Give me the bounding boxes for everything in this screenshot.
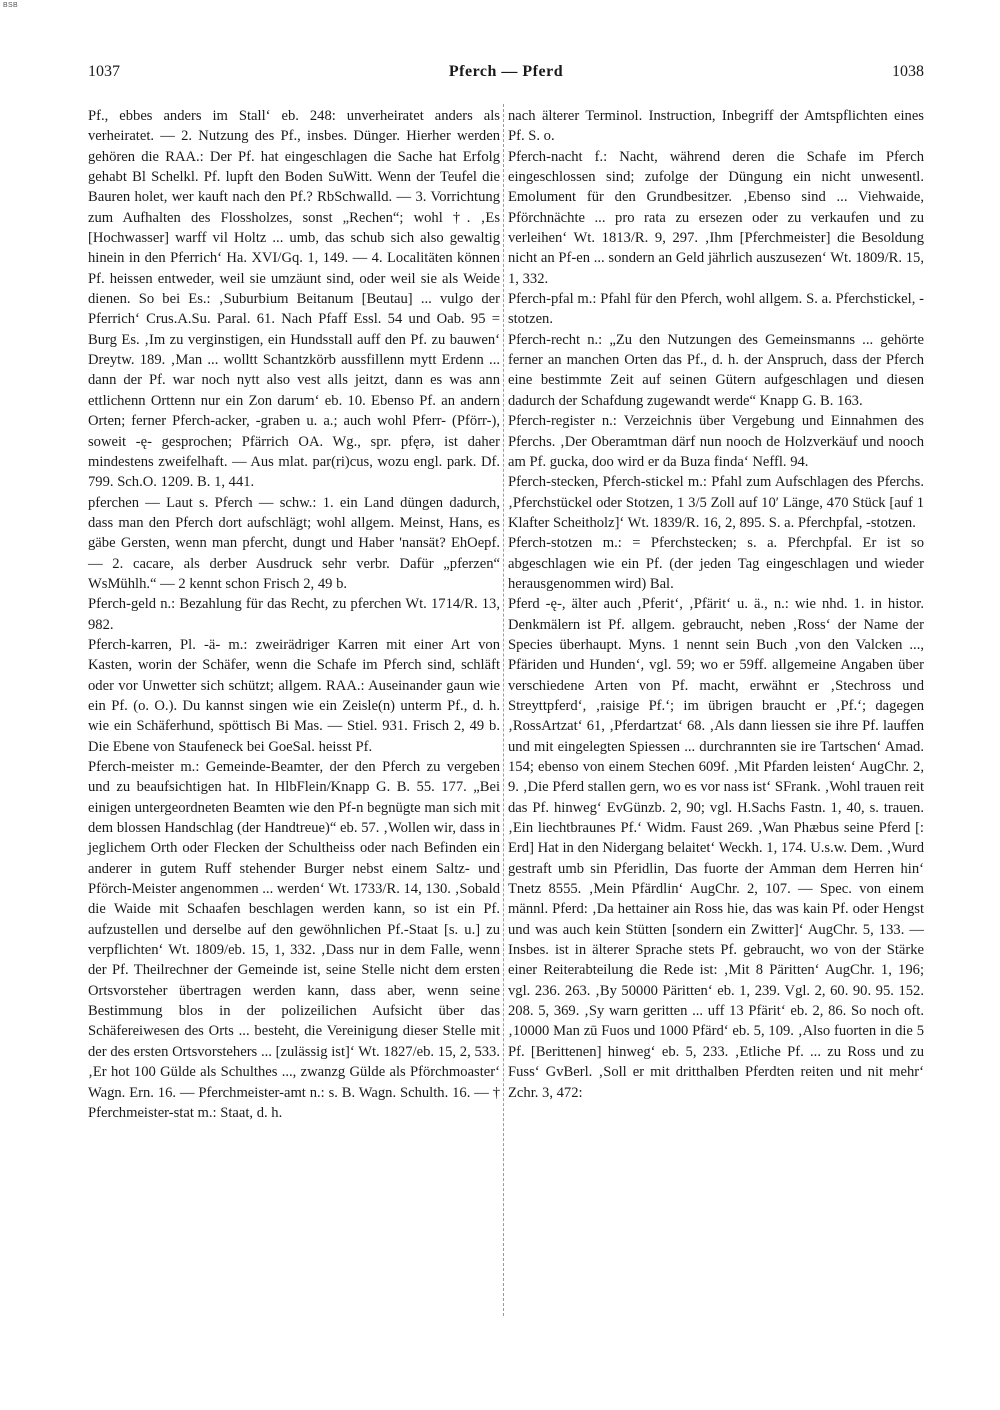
entry-pferd: Pferd -ę-, älter auch ‚Pferit‘, ‚Pfärit‘ u. ä., n.: wie nhd. 1. in histor. Denkmälern ist Pf. allgem. gebraucht, neben ‚Ross‘ der Name der Species überhaupt. Myns. 1 nennt sein Buch ‚von den Valcken ..., Pfäriden und Hunden‘, vgl. 59; wo er 59ff. allgemeine Angaben über verschiedene Arten von Pf. macht, erwähnt er ‚Stechross und Streyttpferd‘, ‚raisige Pf.‘; im übrigen braucht er ‚Pf.‘; dagegen ‚RossArtzat‘ 61, ‚Pferdartzat‘ 68. ‚Als dann liessen sie ihre Pf. lauffen und mit eingelegten Spiessen ... durchrannten sie ire Tartschen‘ Amad. 154; ebenso von einem Stechen 609f. ‚Mit Pfarden leisten‘ AugChr. 2, 9. ‚Die Pferd stallen gern, wo es vor nass ist‘ SFrank. ‚Wohl trauen reit das Pf. hinweg‘ EvGünzb. 2, 90; vgl. H.Sachs Fastn. 1, 40, s. trauen. ‚Ein liechtbraunes Pf.‘ Widm. Faust 269. ‚Wan Phæbus seine Pferd [: Erd] Hat in den Nidergang belaitet‘ Weckh. 1, 174. U.s.w. Dem. ‚Wurd gestraft umb sin Pferidlin, Das fuorte der Amman dem Herren hin‘ Tnetz 8555. ‚Mein Pfärdlin‘ AugChr. 2, 107. — Spec. von einem männl. Pferd: ‚Da hettainer ain Ross hie, das was kain Pf. oder Hengst und was auch kein Stütten [sondern ein Zwitter]‘ AugChr. 5, 133. — Insbes. ist in älterer Sprache stets Pf. gebraucht, wo von der Stärke einer Reiterabteilung die Rede ist: ‚Mit 8 Päritten‘ AugChr. 1, 196; vgl. 236. 263. ‚By 50000 Päritten‘ eb. 1, 239. Vgl. 2, 60. 90. 95. 152. 208. 5, 369. ‚Sy warn geritten ... uff 13 Pfärit‘ eb. 2, 86. So noch oft. ‚10000 Man zū Fuos und 1000 Pfärd‘ eb. 5, 109. ‚Also fuorten in die 5 Pf. [Berittenen] hinweg‘ eb. 5, 233. ‚Etliche Pf. ... zu Ross und zu Fuss‘ GvBerl. ‚Soll er mit dritthalben Pferdten reiten und nit mehr‘ Zchr. 3, 472:	[508, 596, 924, 1101]
entry-pferch-meister: Pferch-meister m.: Gemeinde-Beamter, der den Pferch zu vergeben und zu beaufsichtigen hat. In HlbFlein/Knapp G. B. 55. 177. „Bei einigen untergeordneten Beamten wie den Pf-n begnügte man sich mit dem blossen Handschlag (der Handtreue)“ eb. 57. ‚Wollen wir, dass in jeglichem Orth oder Flecken der Schultheiss oder nach Befinden ein anderer in gutem Ruff stehender Burger nebst einem Saltz- und Pförch-Meister angenommen ... werden‘ Wt. 1733/R. 14, 130. ‚Sobald die Waide mit Schaafen beschlagen werden kann, so ist ein Pf. aufzustellen und derselbe auf den gewöhnlichen Pf.-Staat [s. u.] zu verpflichten‘ Wt. 1809/eb. 15, 1, 332. ‚Dass nur in dem Falle, wenn der Pf. Theilrechner der Gemeinde ist, seine Stelle nicht dem ersten Ortsvorsteher übertragen werden kann, dass aber, wenn seine Bestimmung blos in der polizeilichen Aufsicht über das Schäfereiwesen des Orts ... besteht, die Vereinigung dieser Stelle mit der des ersten Ortsvorstehers ... [zulässig ist]‘ Wt. 1827/eb. 15, 2, 533. ‚Er hot 100 Gülde als Schulthes ..., zwanzg Gülde als Pförchmoaster‘ Wagn. Ern. 16. — Pferchmeister-amt n.: s. B. Wagn. Schulth. 16. — † Pferchmeister-stat m.: Staat, d. h.	[88, 759, 500, 1121]
entry-pferch-stotzen: Pferch-stotzen m.: = Pferchstecken; s. a. Pferchpfal. Er ist so abgeschlagen wie ein Pf. (der jeden Tag eingeschlagen und wieder herausgenommen wird) Bal.	[508, 535, 924, 592]
entry-pferchen: pferchen — Laut s. Pferch — schw.: 1. ein Land düngen dadurch, dass man den Pferch dort aufschlägt; wohl allgem. Meinst, Hans, es gäbe Gersten, wenn man pfercht, dungt und Haber 'nansät? EhOepf. — 2. cacare, als derber Ausdruck sehr verbr. Dafür „pferzen“ WsMühlh.“ — 2 kennt schon Frisch 2, 49 b.	[88, 494, 500, 592]
entry-pferch-meister-continued: nach älterer Terminol. Instruction, Inbegriff der Amtspflichten eines Pf. S. o.	[508, 108, 924, 145]
entry-pferch-register: Pferch-register n.: Verzeichnis über Vergebung und Einnahmen des Pferchs. ‚Der Oberamtman därf nun nooch de Holzverkäuf und nooch am Pf. gucka, doo wird er da Buza finda‘ Neffl. 94.	[508, 413, 924, 470]
left-column	[88, 106, 500, 1123]
library-stamp: BSB	[3, 2, 18, 9]
running-title: Pferch — Pferd	[448, 63, 564, 80]
column-divider	[503, 104, 504, 1316]
entry-pferch-stecken: Pferch-stecken, Pferch-stickel m.: Pfahl zum Aufschlagen des Pferchs. ‚Pferchstückel oder Stotzen, 1 3/5 Zoll auf 10′ Länge, 470 Stück [auf 1 Klafter Scheitholz]‘ Wt. 1839/R. 16, 2, 895. S. a. Pferchpfal, -stotzen.	[508, 474, 924, 531]
entry-pferch-geld: Pferch-geld n.: Bezahlung für das Recht, zu pferchen Wt. 1714/R. 13, 982.	[88, 596, 500, 633]
left-page-number: 1037	[88, 63, 120, 80]
entry-pferch-karren: Pferch-karren, Pl. -ä- m.: zweirädriger Karren mit einer Art von Kasten, worin der Schäfer, wenn die Schafe im Pferch sind, schläft oder vor Unwetter sich schützt; allgem. RAA.: Auseinander gaun wie ein Pf. (o. O.). Du kannst singen wie ein Zeisle(n) unterm Pf., d. h. wie ein Schäferhund, spöttisch Bi Mas. — Stiel. 931. Frisch 2, 49 b. Die Ebene von Staufeneck bei GoeSal. heisst Pf.	[88, 636, 500, 755]
entry-pferch-nacht: Pferch-nacht f.: Nacht, während deren die Schafe im Pferch eingeschlossen sind; zufolge der Düngung ein nicht unwesentl. Emolument für den Grundbesitzer. ‚Ebenso sind ... Viehwaide, Pförchnächte ... pro rata zu ersezen oder zu verkaufen und zu verleihen‘ Wt. 1813/R. 9, 297. ‚Ihm [Pferchmeister] die Besoldung nicht an Pf-en ... sondern an Geld jährlich auszusezen‘ Wt. 1809/R. 15, 1, 332.	[508, 148, 924, 287]
entry-pferch-continued: Pf., ebbes anders im Stall‘ eb. 248: unverheiratet anders als verheiratet. — 2. Nutzung des Pf., insbes. Dünger. Hierher werden gehören die RAA.: Der Pf. hat eingeschlagen die Sache hat Erfolg gehabt Bl Schelkl. Pf. lupft den Boden SuWitt. Wenn der Teufel die Bauren holet, wer kauft nach den Pf.? RbSchwalld. — 3. Vorrichtung zum Aufhalten des Flossholzes, sonst „Rechen“; wohl †. ‚Es [Hochwasser] warff vil Holtz ... umb, das schub sich also gewaltig hinein in den Pferrich‘ Ha. XVI/Gq. 1, 149. — 4. Localitäten können Pf. heissen entweder, weil sie umzäunt sind, oder weil sie als Weide dienen. So bei Es.: ‚Suburbium Beitanum [Beutau] ... vulgo der Pferrich‘ Crus.A.Su. Paral. 61. Nach Pfaff Essl. 54 und Oab. 95 = Burg Es. ‚Im zu verginstigen, ein Hundsstall auff den Pf. zu bauwen‘ Dreytw. 189. ‚Man ... wolltt Schantzkörb aussfillenn mytt Erdenn ... dann der Pf. war noch nytt also vest alls jeitzt, dann es was ann ettlichenn Orttenn nur ein Zon darum‘ eb. 10. Ebenso Pf. an andern Orten; ferner Pferch-acker, -graben u. a.; auch wohl Pferr- (Pförr-), soweit -ę- gesprochen; Pfärrich OA. Wg., spr. pfęrə, ist daher mindestens zweifelhaft. — Aus mlat. par(ri)cus, wozu engl. park. Df. 799. Sch.O. 1209. B. 1, 441.	[88, 108, 500, 491]
right-column	[508, 106, 924, 1103]
page-header	[88, 63, 924, 85]
entry-pferch-pfal: Pferch-pfal m.: Pfahl für den Pferch, wohl allgem. S. a. Pferchstickel, -stotzen.	[508, 291, 924, 328]
right-page-number: 1038	[892, 63, 924, 80]
entry-pferch-recht: Pferch-recht n.: „Zu den Nutzungen des Gemeinsmanns ... gehörte ferner an manchen Orten das Pf., d. h. der Anspruch, dass der Pferch eine bestimmte Zeit auf seinen Gütern aufgeschlagen und diesen dadurch der Schafdung zugewandt werde“ Knapp G. B. 163.	[508, 331, 924, 409]
